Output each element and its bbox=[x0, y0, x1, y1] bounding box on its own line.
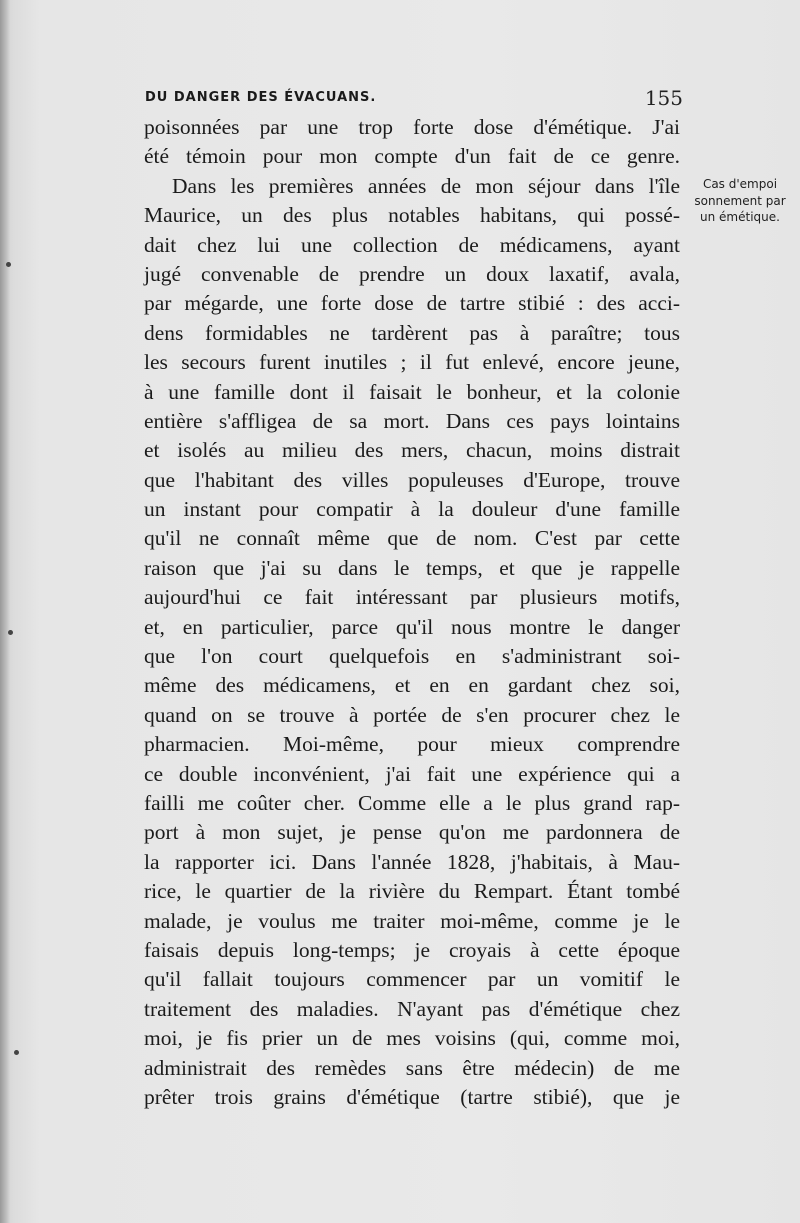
text-line: la rapporter ici. Dans l'année 1828, j'habitais, à Mau- bbox=[144, 849, 680, 874]
text-line: Dans les premières années de mon séjour dans l'île bbox=[172, 173, 680, 198]
text-line: que l'on court quelquefois en s'administrant soi- bbox=[144, 644, 680, 669]
spine-shadow bbox=[0, 0, 10, 1223]
text-line: failli me coûter cher. Comme elle a le plus grand rap- bbox=[144, 790, 680, 815]
margin-note-line: sonnement par bbox=[694, 193, 786, 208]
text-line: que l'habitant des villes populeuses d'Europe, trouve bbox=[144, 467, 680, 492]
margin-note-line: Cas d'empoi bbox=[702, 177, 778, 191]
body-text bbox=[144, 113, 680, 1112]
margin-speck bbox=[8, 630, 13, 635]
text-line: pharmacien. Moi-même, pour mieux comprendre bbox=[144, 732, 680, 757]
text-line: rice, le quartier de la rivière du Rempart. Étant tombé bbox=[144, 879, 680, 904]
page-number: 155 bbox=[644, 86, 683, 110]
margin-speck bbox=[14, 1050, 19, 1055]
text-line: prêter trois grains d'émétique (tartre stibié), que je bbox=[144, 1084, 680, 1109]
text-line: un instant pour compatir à la douleur d'une famille bbox=[144, 497, 680, 522]
text-line: malade, je voulus me traiter moi-même, comme je le bbox=[144, 908, 680, 933]
text-line: été témoin pour mon compte d'un fait de ce genre. bbox=[144, 144, 680, 169]
text-line: port à mon sujet, je pense qu'on me pardonnera de bbox=[144, 820, 680, 845]
text-line: qu'il fallait toujours commencer par un vomitif le bbox=[144, 967, 680, 992]
text-line: entière s'affligea de sa mort. Dans ces pays lointains bbox=[144, 408, 680, 433]
text-line: faisais depuis long-temps; je croyais à cette époque bbox=[144, 937, 680, 962]
running-title: DU DANGER DES ÉVACUANS. bbox=[145, 90, 377, 105]
margin-speck bbox=[6, 262, 11, 267]
text-line: aujourd'hui ce fait intéressant par plusieurs motifs, bbox=[144, 585, 680, 610]
text-line: les secours furent inutiles ; il fut enlevé, encore jeune, bbox=[144, 350, 680, 375]
text-line: quand on se trouve à portée de s'en procurer chez le bbox=[144, 702, 680, 727]
margin-note bbox=[686, 176, 794, 226]
text-line: raison que j'ai su dans le temps, et que je rappelle bbox=[144, 555, 680, 580]
text-line: administrait des remèdes sans être médecin) de me bbox=[144, 1055, 680, 1080]
text-line: poisonnées par une trop forte dose d'émétique. J'ai bbox=[144, 115, 680, 139]
text-line: dens formidables ne tardèrent pas à paraître; tous bbox=[144, 320, 680, 345]
text-line: et isolés au milieu des mers, chacun, moins distrait bbox=[144, 438, 680, 463]
text-line: moi, je fis prier un de mes voisins (qui, comme moi, bbox=[144, 1026, 680, 1051]
text-line: à une famille dont il faisait le bonheur, et la colonie bbox=[144, 379, 680, 404]
text-line: Maurice, un des plus notables habitans, qui possé- bbox=[144, 203, 680, 228]
text-line: ce double inconvénient, j'ai fait une expérience qui a bbox=[144, 761, 680, 786]
running-head bbox=[0, 86, 685, 112]
text-line: dait chez lui une collection de médicamens, ayant bbox=[144, 232, 680, 257]
text-line: par mégarde, une forte dose de tartre stibié : des acci- bbox=[144, 291, 680, 316]
text-line: et, en particulier, parce qu'il nous montre le danger bbox=[144, 614, 680, 639]
text-line: traitement des maladies. N'ayant pas d'émétique chez bbox=[144, 996, 680, 1021]
text-line: jugé convenable de prendre un doux laxatif, avala, bbox=[144, 261, 680, 286]
margin-note-line: un émétique. bbox=[700, 210, 780, 224]
text-line: qu'il ne connaît même que de nom. C'est par cette bbox=[144, 526, 680, 551]
text-line: même des médicamens, et en en gardant chez soi, bbox=[144, 673, 680, 698]
